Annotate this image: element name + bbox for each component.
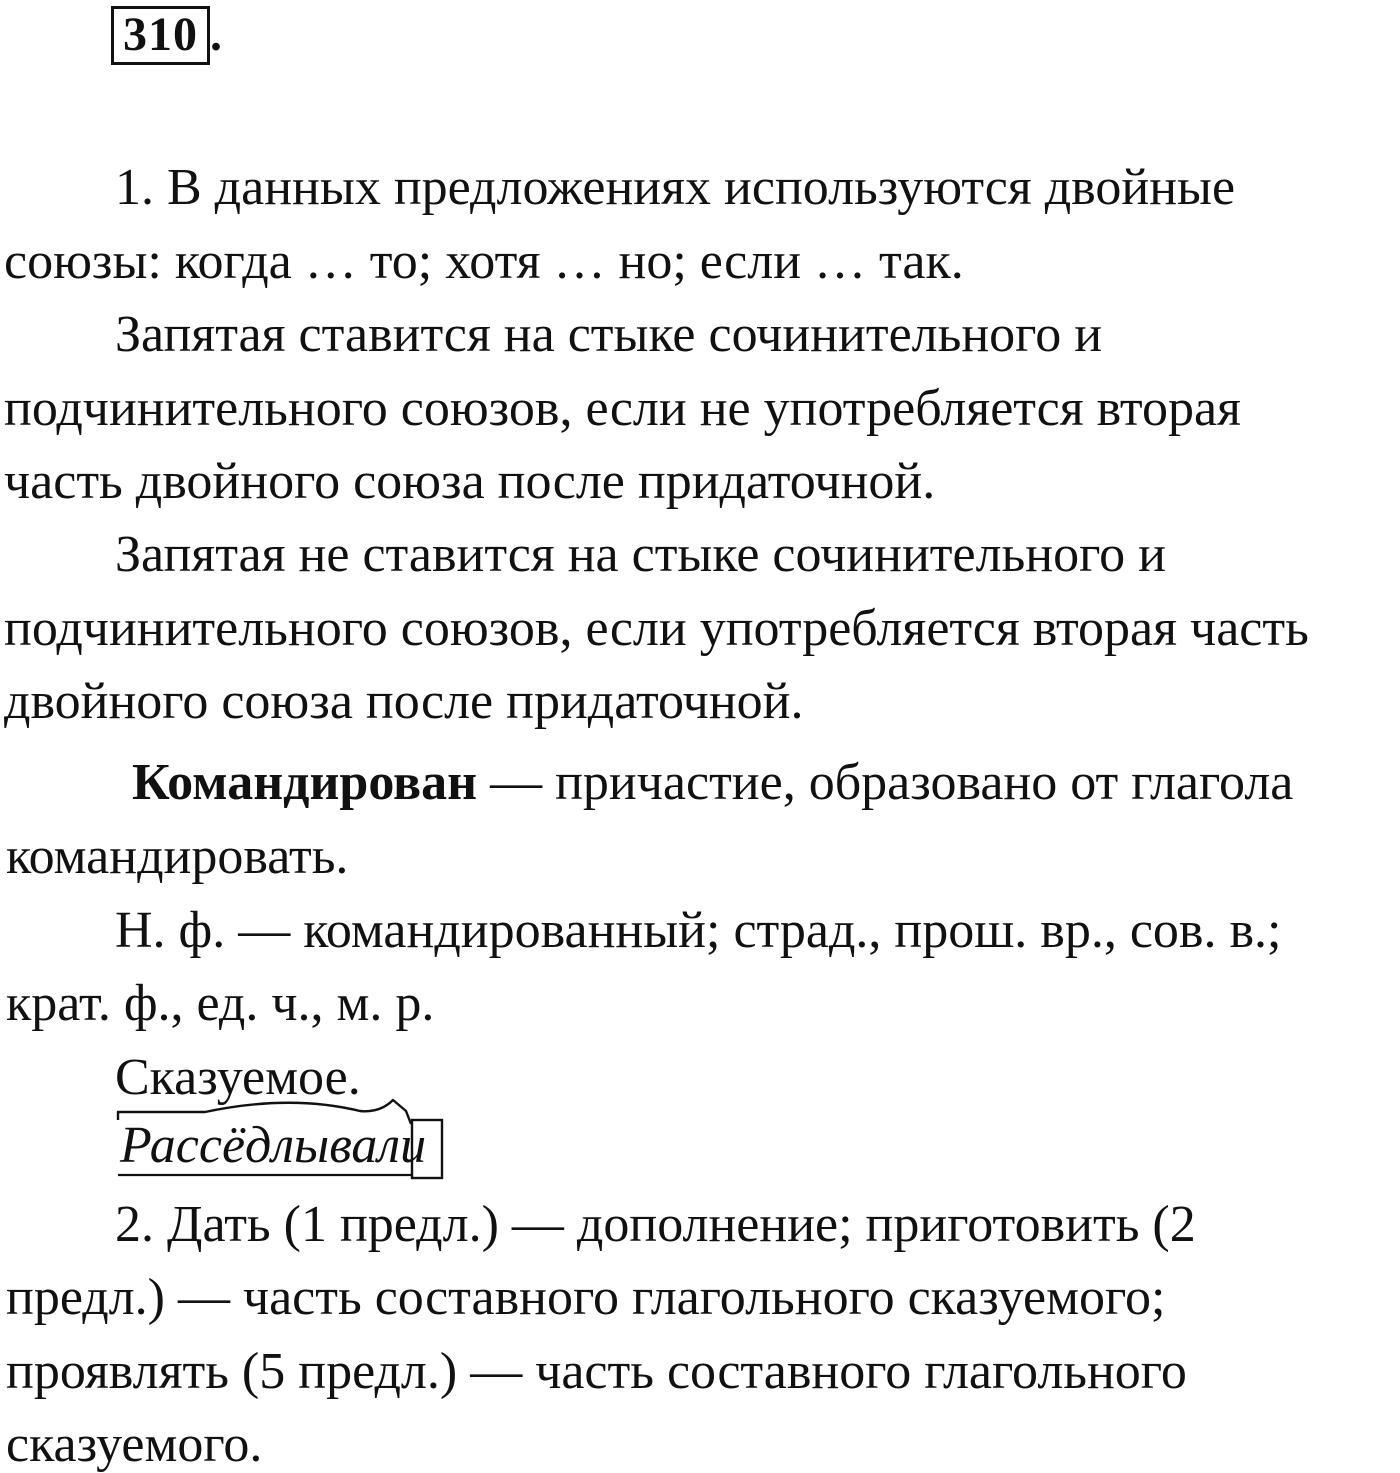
part1-para2-line1: Запятая ставится на стыке сочинительного и — [115, 306, 1103, 363]
part2-line4: сказуемого. — [6, 1416, 263, 1473]
parsed-word-text: Рассёдлывали — [120, 1117, 427, 1174]
stem-arc-mark — [118, 1100, 411, 1124]
morphology-role: Сказуемое. — [115, 1049, 361, 1106]
morphology-line2: командировать. — [6, 828, 349, 885]
part2-line3: проявлять (5 предл.) — часть составного глагольного — [6, 1343, 1187, 1400]
part1-para1-line2: союзы: когда … то; хотя … но; если … так. — [4, 233, 964, 290]
morphology-features-line1: Н. ф. — командированный; страд., прош. вр., сов. в.; — [115, 902, 1282, 959]
exercise-number — [111, 6, 222, 65]
part1-para2-line3: часть двойного союза после придаточной. — [4, 453, 936, 510]
part1-para1-line1: 1. В данных предложениях используются двойные — [115, 159, 1236, 216]
part2-line1: 2. Дать (1 предл.) — дополнение; приготовить (2 — [115, 1196, 1196, 1253]
part2-line2: предл.) — часть составного глагольного сказуемого; — [6, 1269, 1166, 1326]
part1-para3-line2: подчинительного союзов, если употребляется вторая часть — [4, 600, 1309, 657]
ending-box-mark — [412, 1120, 442, 1178]
morphology-term: Командирован — [132, 754, 478, 811]
exercise-number-box: 310 — [111, 6, 210, 65]
part1-para2-line2: подчинительного союзов, если не употребляется вторая — [4, 380, 1241, 437]
morphology-definition: — причастие, образовано от глагола — [477, 754, 1294, 811]
part1-para3-line3: двойного союза после придаточной. — [4, 673, 804, 730]
morpheme-markup — [110, 1098, 470, 1188]
morphology-definition-line — [132, 754, 1294, 811]
word-parse — [110, 1098, 470, 1188]
part1-para3-line1: Запятая не ставится на стыке сочинительного и — [115, 526, 1166, 583]
morphology-features-line2: крат. ф., ед. ч., м. р. — [6, 975, 435, 1032]
exercise-number-suffix: . — [210, 8, 222, 61]
